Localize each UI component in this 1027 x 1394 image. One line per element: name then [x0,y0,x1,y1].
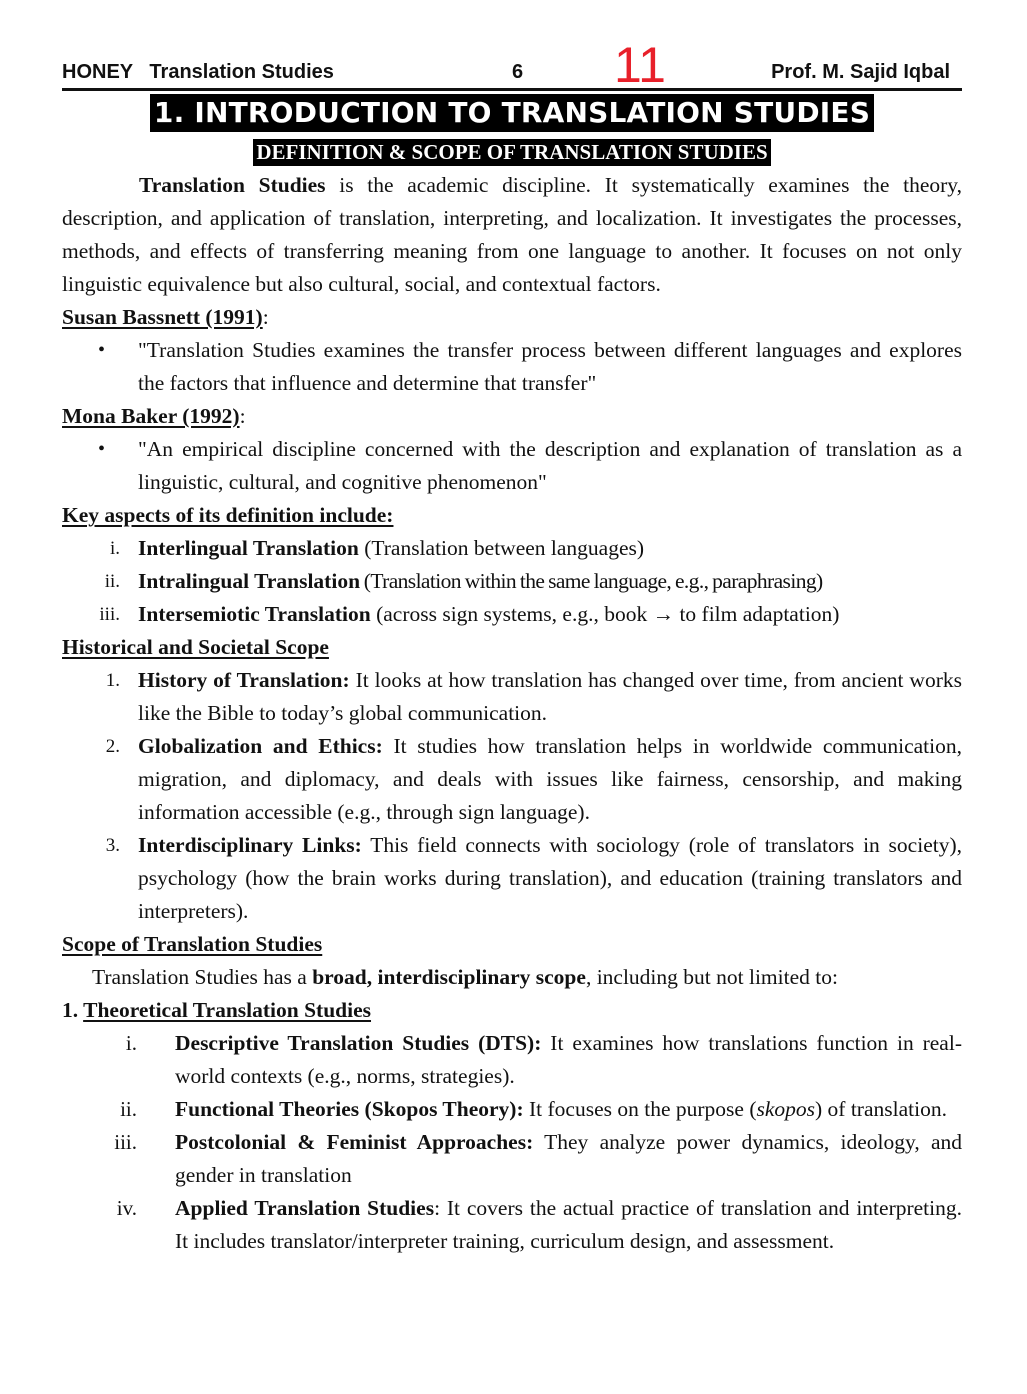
list-item [62,1027,962,1093]
item-text: It focuses on the purpose ( [523,1097,757,1121]
list-item [62,565,962,598]
list-marker: 2. [105,736,120,757]
item-text: ) of translation. [815,1097,947,1121]
item-text: (across sign systems, e.g., book → to film adaptation) [370,602,840,626]
list-item [62,1126,962,1192]
list-marker: ii. [120,1097,137,1121]
list-item [62,730,962,829]
item-term: Intralingual Translation [138,569,361,593]
historical-heading: Historical and Societal Scope [62,635,329,659]
lead-text: , including but not limited to: [585,965,838,989]
item-text: This field connects with sociology (role of translators in society), psychology (how the brain works during translation), and education (training translators and interpreters). [138,833,962,923]
chapter-title-block [62,94,962,132]
item-text: They analyze power dynamics, ideology, and gender in translation [175,1130,963,1187]
item-term: Functional Theories (Skopos Theory): [175,1097,524,1121]
bullet-icon: • [98,438,106,460]
intro-text: is the academic discipline. It systematically examines the theory, description, and application of translation, interpreting, and localization. It investigates the processes, methods, and effects of transferring meaning from one language to another. It focuses on not only linguistic equivalence but also cultural, social, and contextual factors. [62,173,963,296]
section-title-block [62,139,962,166]
definition-heading [62,301,962,334]
list-item [62,598,962,631]
key-aspects-heading: Key aspects of its definition include: [62,503,394,527]
list-marker: ii. [104,571,120,592]
intro-term: Translation Studies [139,173,326,197]
definition-quote [62,433,962,499]
list-item [62,829,962,928]
item-term: History of Translation: [138,668,350,692]
intro-paragraph [62,169,962,301]
scope-heading: Scope of Translation Studies [62,932,323,956]
item-text: (Translation within the same language, e.g., paraphrasing) [360,569,823,593]
scope-lead [62,961,962,994]
running-header [62,36,962,91]
definition-heading [62,400,962,433]
item-term: Descriptive Translation Studies (DTS): [175,1031,542,1055]
definition-author: Mona Baker (1992) [62,404,240,428]
list-marker: i. [109,538,120,559]
document-body [62,169,962,1258]
subsection-title: Theoretical Translation Studies [83,998,372,1022]
item-text: It studies how translation helps in worldwide communication, migration, and diplomacy, and deals with issues like fairness, censorship, and making information accessible (e.g., through sign language). [138,734,962,824]
bullet-icon: • [98,339,106,361]
colon: : [239,404,246,428]
section-title: DEFINITION & SCOPE OF TRANSLATION STUDIES [253,139,770,166]
list-marker: iii. [99,604,120,625]
item-term: Intersemiotic Translation [138,602,371,626]
list-marker: iii. [114,1130,137,1154]
definition-author: Susan Bassnett (1991) [62,305,263,329]
header-book-title: HONEY Translation Studies [62,61,334,83]
colon: : [262,305,269,329]
list-item [62,1192,962,1258]
item-term: Interlingual Translation [138,536,359,560]
item-term: Postcolonial & Feminist Approaches: [175,1130,534,1154]
list-item [62,1093,962,1126]
chapter-title: 1. INTRODUCTION TO TRANSLATION STUDIES [150,94,874,132]
subsection-heading [62,994,962,1027]
list-marker: 3. [105,835,120,856]
lead-emphasis: broad, interdisciplinary scope [312,965,586,989]
lead-text: Translation Studies has a [92,965,313,989]
item-term: Globalization and Ethics: [138,734,383,758]
list-marker: 1. [105,670,120,691]
list-item [62,532,962,565]
list-marker: iv. [116,1196,137,1220]
stamped-page-number: 11 [614,37,666,93]
definition-quote [62,334,962,400]
item-text: (Translation between languages) [358,536,645,560]
list-item [62,664,962,730]
item-term: Interdisciplinary Links: [138,833,362,857]
quote-text: "An empirical discipline concerned with the description and explanation of translation as a linguistic, cultural, and cognitive phenomenon" [138,437,962,494]
header-page-number: 6 [512,61,524,83]
quote-text: "Translation Studies examines the transfer process between different languages and explores the factors that influence and determine that transfer" [138,338,962,395]
item-text: It examines how translations function in real-world contexts (e.g., norms, strategies). [175,1031,962,1088]
item-text: It looks at how translation has changed over time, from ancient works like the Bible to today’s global communication. [138,668,962,725]
item-term: Applied Translation Studies [175,1196,435,1220]
item-text: : It covers the actual practice of translation and interpreting. It includes translator/interpreter training, curriculum design, and assessment. [175,1196,963,1253]
theoretical-list [62,1027,962,1258]
list-marker: i. [125,1031,137,1055]
subsection-number: 1. [62,998,84,1022]
header-author: Prof. M. Sajid Iqbal [771,61,950,83]
item-italic-term: skopos [756,1097,816,1121]
